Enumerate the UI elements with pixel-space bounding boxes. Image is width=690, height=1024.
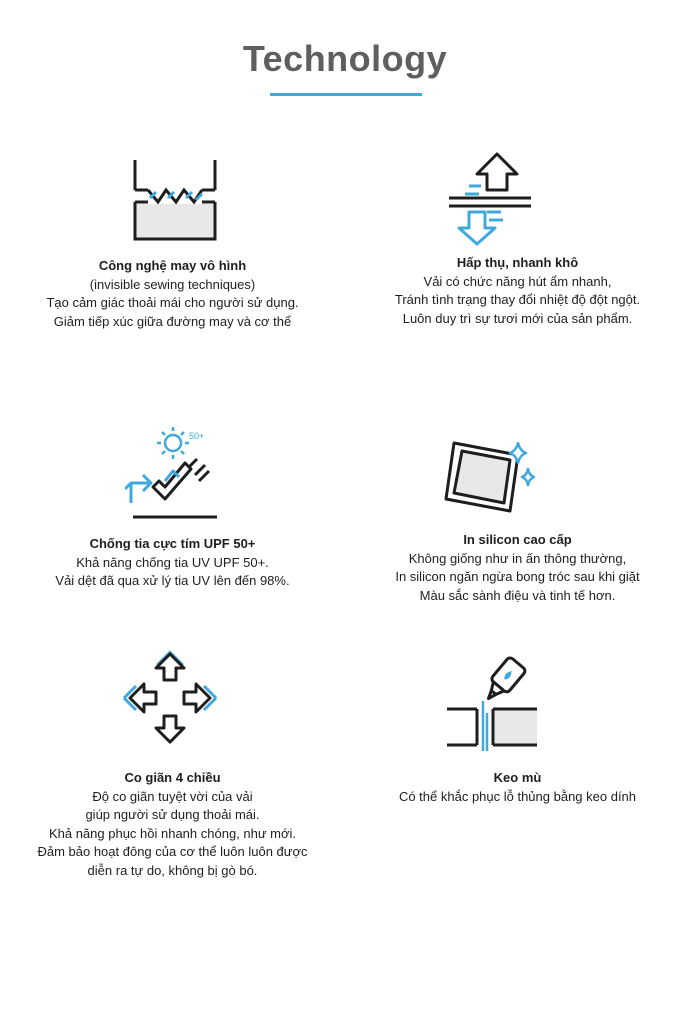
absorb-dry-icon <box>447 150 537 250</box>
feature-title: Hấp thụ, nhanh khô <box>456 255 579 270</box>
feature-line: Khả năng phục hồi nhanh chóng, như mới. <box>48 825 297 841</box>
uv-protection-icon <box>125 423 225 523</box>
feature-line: Vải có chức năng hút ẩm nhanh, <box>423 273 612 289</box>
upf-badge: 50+ <box>189 431 205 441</box>
feature-line: Đảm bảo hoạt đông của cơ thể luôn luôn được <box>37 844 308 859</box>
feature-silicon-print <box>345 420 690 620</box>
feature-line: Vải dệt đã qua xử lý tia UV lên đến 98%. <box>55 573 290 588</box>
feature-invisible-sewing <box>0 150 345 350</box>
invisible-seam-icon <box>130 158 220 248</box>
feature-title: Co giãn 4 chiều <box>124 770 221 785</box>
title-underline <box>270 93 422 96</box>
feature-line: In silicon ngăn ngừa bong tróc sau khi giặt <box>395 569 640 584</box>
feature-line: (invisible sewing techniques) <box>89 276 256 292</box>
feature-line: Luôn duy trì sự tươi mới của sản phẩm. <box>402 310 633 326</box>
feature-line: Màu sắc sành điệu và tinh tế hơn. <box>419 587 616 603</box>
feature-title: Keo mù <box>493 770 542 785</box>
feature-title: Công nghệ may vô hình <box>98 258 247 273</box>
glue-repair-icon <box>445 653 540 753</box>
feature-line: Độ co giãn tuyệt vời của vải <box>92 788 253 804</box>
feature-line: Có thể khắc phục lỗ thủng bằng keo dính <box>398 788 637 804</box>
feature-line: Tạo cảm giác thoải mái cho người sử dụng. <box>46 295 299 310</box>
feature-line: Tránh tình trạng thay đổi nhiệt độ đột ngột. <box>394 292 641 307</box>
feature-title: Chống tia cực tím UPF 50+ <box>89 536 256 551</box>
feature-line: Khả năng chống tia UV UPF 50+. <box>76 554 269 570</box>
feature-glue-repair <box>345 645 690 845</box>
feature-line: diễn ra tự do, không bị gò bó. <box>87 862 258 878</box>
silicon-print-icon <box>440 435 540 525</box>
page-title: Technology <box>242 38 448 79</box>
feature-uv-protection <box>0 420 345 620</box>
feature-line: Giảm tiếp xúc giữa đường may và cơ thể <box>53 313 292 329</box>
feature-absorb-dry <box>345 150 690 350</box>
feature-line: Không giống như in ấn thông thường, <box>408 550 627 566</box>
four-way-stretch-icon <box>120 648 220 748</box>
feature-four-way-stretch <box>0 645 345 895</box>
feature-line: giúp người sử dụng thoải mái. <box>85 807 260 822</box>
feature-title: In silicon cao cấp <box>463 532 572 547</box>
